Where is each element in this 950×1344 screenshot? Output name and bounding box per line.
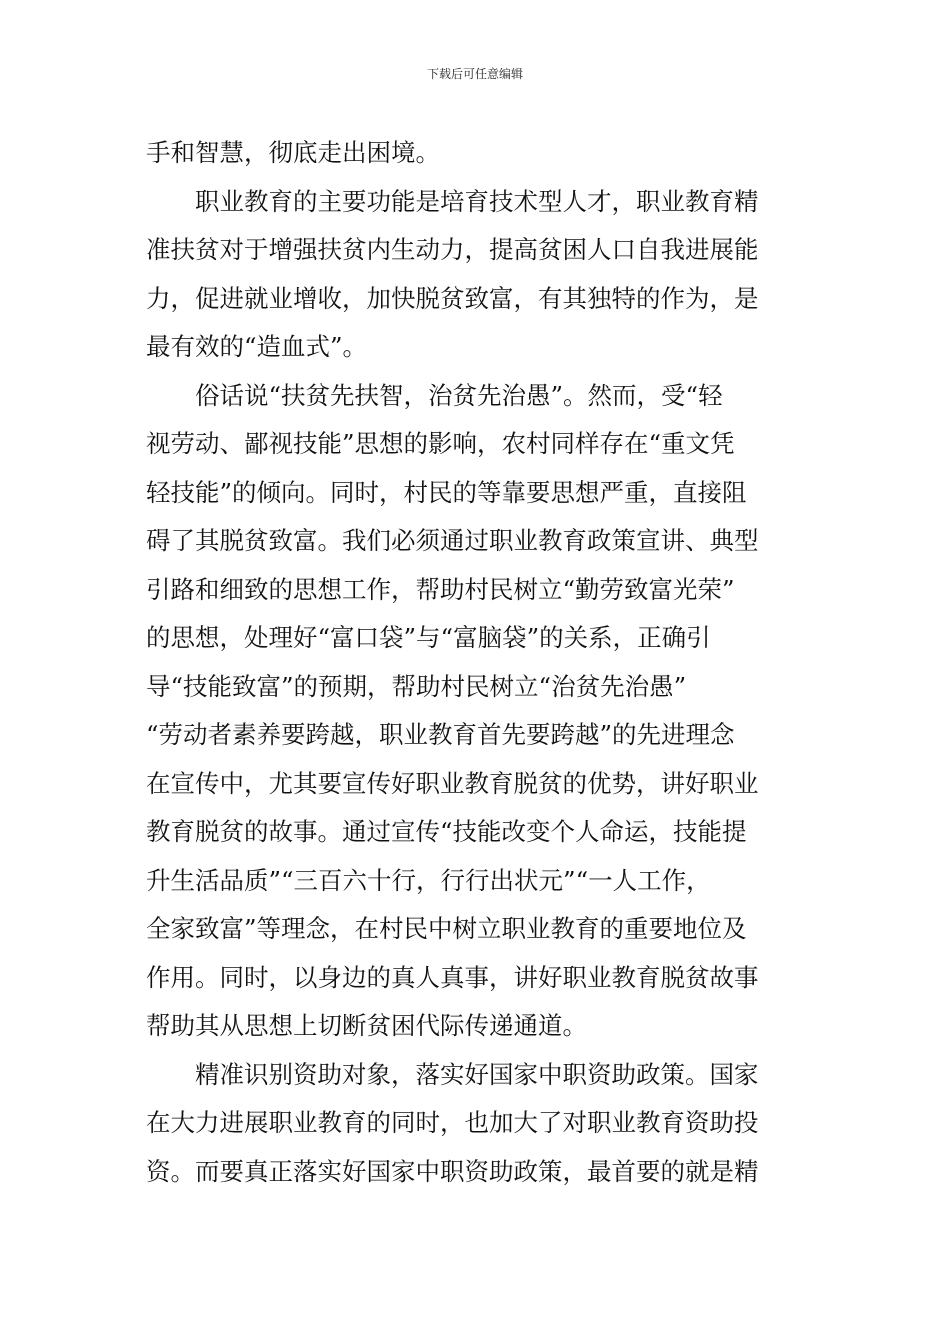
text-line: 在宣传中，尤其要宣传好职业教育脱贫的优势，讲好职业	[146, 768, 759, 798]
text-line: 教育脱贫的故事。通过宣传“技能改变个人命运，技能提	[146, 817, 747, 846]
text-line: 准扶贫对于增强扶贫内生动力，提高贫困人口自我进展能	[146, 235, 759, 264]
text-line: 俗话说“扶贫先扶智，治贫先治愚”。然而，受“轻	[195, 380, 723, 410]
text-line: 精准识别资助对象，落实好国家中职资助政策。国家	[195, 1059, 759, 1089]
text-line: 引路和细致的思想工作，帮助村民树立“勤劳致富光荣”	[146, 574, 735, 604]
text-line: 作用。同时，以身边的真人真事，讲好职业教育脱贫故事	[146, 962, 759, 992]
text-line: 碍了其脱贫致富。我们必须通过职业教育政策宣讲、典型	[146, 526, 759, 555]
body-text	[146, 129, 806, 1196]
text-line: “劳动者素养要跨越，职业教育首先要跨越”的先进理念	[146, 720, 735, 749]
text-line: 在大力进展职业教育的同时，也加大了对职业教育资助投	[146, 1108, 759, 1137]
text-line: 力，促进就业增收，加快脱贫致富，有其独特的作为，是	[146, 283, 759, 313]
text-line: 手和智慧，彻底走出困境。	[146, 138, 440, 167]
text-line: 全家致富”等理念，在村民中树立职业教育的重要地位及	[146, 914, 747, 943]
text-line: 的思想，处理好“富口袋”与“富脑袋”的关系，正确引	[146, 623, 711, 652]
text-line: 资。而要真正落实好国家中职资助政策，最首要的就是精	[146, 1156, 759, 1186]
text-line: 最有效的“造血式”。	[146, 332, 368, 361]
header-note: 下载后可任意编辑	[426, 67, 523, 81]
text-line: 轻技能”的倾向。同时，村民的等靠要思想严重，直接阻	[146, 477, 747, 507]
text-line: 导“技能致富”的预期，帮助村民树立“治贫先治愚”	[146, 671, 687, 701]
text-line: 职业教育的主要功能是培育技术型人才，职业教育精	[195, 186, 759, 216]
text-line: 视劳动、鄙视技能”思想的影响，农村同样存在“重文凭	[146, 429, 735, 458]
text-line: 升生活品质”“三百六十行，行行出状元”“一人工作，	[146, 865, 711, 895]
text-line: 帮助其从思想上切断贫困代际传递通道。	[146, 1011, 587, 1040]
